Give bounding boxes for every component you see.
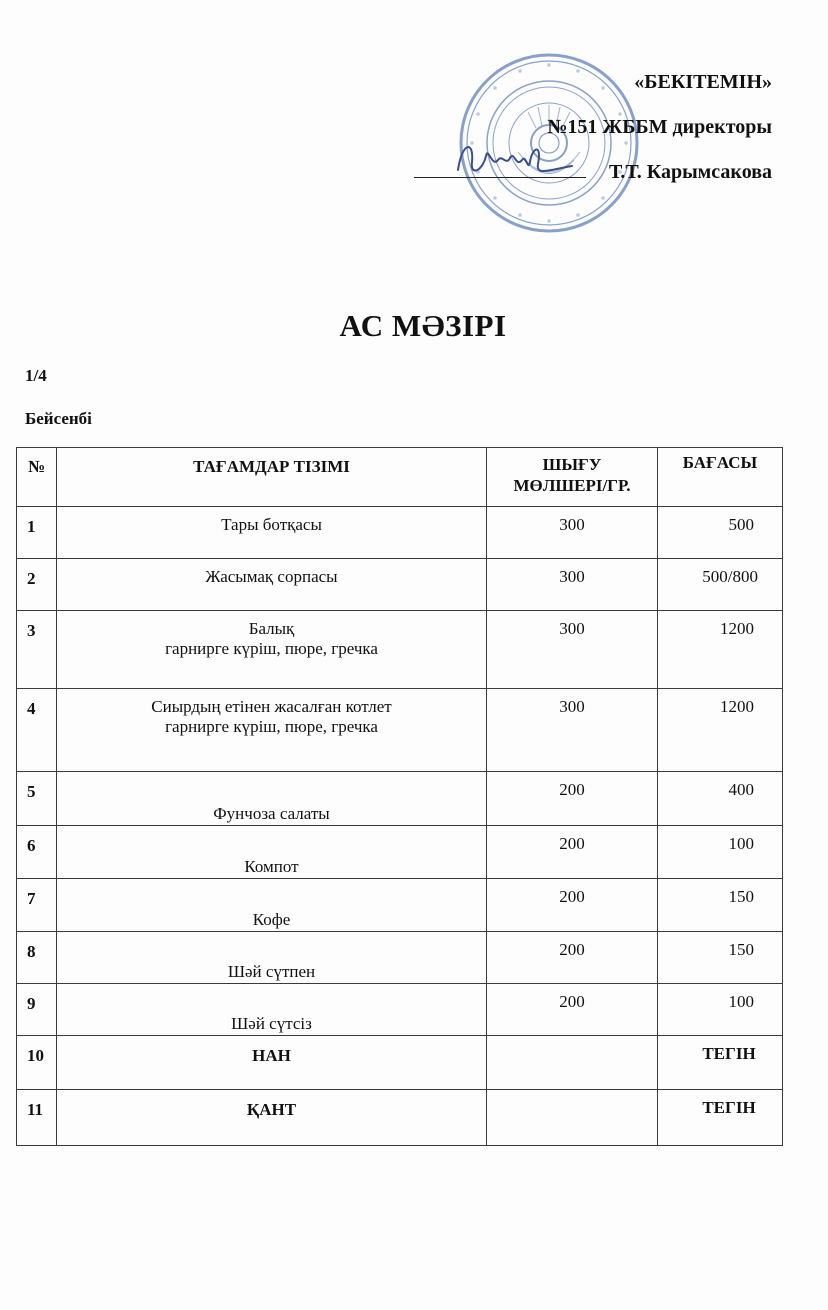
table-row	[17, 879, 783, 932]
header-name: ТАҒАМДАР ТІЗІМІ	[57, 448, 487, 507]
row-price: 100	[658, 826, 783, 879]
page-title: АС МӘЗІРІ	[339, 308, 507, 343]
row-price: 1200	[658, 689, 783, 772]
row-no: 11	[17, 1090, 57, 1146]
row-price: 150	[658, 879, 783, 932]
row-no: 4	[17, 689, 57, 772]
dish-garnish: гарнирге күріш, пюре, гречка	[165, 717, 378, 736]
row-price: 500/800	[658, 559, 783, 611]
table-row	[17, 611, 783, 689]
row-no: 8	[17, 932, 57, 984]
table-row	[17, 559, 783, 611]
row-qty	[487, 1090, 658, 1146]
row-qty: 200	[487, 932, 658, 984]
row-qty: 200	[487, 826, 658, 879]
dish-title: Сиырдың етінен жасалған котлет	[151, 697, 392, 716]
row-no: 10	[17, 1036, 57, 1090]
row-price: ТЕГІН	[658, 1036, 783, 1090]
row-qty: 300	[487, 689, 658, 772]
row-qty	[487, 1036, 658, 1090]
row-dish-name	[57, 689, 487, 772]
row-price: 150	[658, 932, 783, 984]
approval-block	[547, 60, 772, 195]
menu-table	[16, 447, 783, 1146]
day-label: Бейсенбі	[25, 409, 92, 428]
row-dish-name: Кофе	[57, 879, 487, 932]
approval-position: №151 ЖББМ директоры	[547, 116, 772, 138]
table-row	[17, 932, 783, 984]
row-dish-name: Фунчоза салаты	[57, 772, 487, 826]
row-dish-name: НАН	[57, 1036, 487, 1090]
table-row	[17, 1036, 783, 1090]
table-row	[17, 984, 783, 1036]
table-row	[17, 772, 783, 826]
row-qty: 300	[487, 611, 658, 689]
dish-title: Балық	[248, 619, 295, 638]
table-row	[17, 826, 783, 879]
header-price: БАҒАСЫ	[658, 448, 783, 507]
row-no: 7	[17, 879, 57, 932]
row-price: 400	[658, 772, 783, 826]
row-no: 3	[17, 611, 57, 689]
row-qty: 200	[487, 879, 658, 932]
row-qty: 300	[487, 559, 658, 611]
table-row	[17, 507, 783, 559]
header-no: №	[17, 448, 57, 507]
dish-garnish: гарнирге күріш, пюре, гречка	[165, 639, 378, 658]
row-qty: 300	[487, 507, 658, 559]
week-label: 1/4	[25, 366, 47, 385]
row-price: 1200	[658, 611, 783, 689]
row-dish-name: Шәй сүтсіз	[57, 984, 487, 1036]
row-price: 100	[658, 984, 783, 1036]
row-dish-name: Шәй сүтпен	[57, 932, 487, 984]
row-price: ТЕГІН	[658, 1090, 783, 1146]
row-dish-name: Компот	[57, 826, 487, 879]
header-qty: ШЫҒУ МӨЛШЕРІ/ГР.	[487, 448, 658, 507]
approval-name: Т.Т. Карымсакова	[609, 161, 772, 183]
row-dish-name: Тары ботқасы	[57, 507, 487, 559]
row-qty: 200	[487, 772, 658, 826]
row-qty: 200	[487, 984, 658, 1036]
row-no: 5	[17, 772, 57, 826]
row-no: 6	[17, 826, 57, 879]
row-no: 1	[17, 507, 57, 559]
row-no: 9	[17, 984, 57, 1036]
row-dish-name: Жасымақ сорпасы	[57, 559, 487, 611]
row-dish-name: ҚАНТ	[57, 1090, 487, 1146]
approval-heading: «БЕКІТЕМІН»	[634, 71, 772, 93]
row-price: 500	[658, 507, 783, 559]
table-header-row	[17, 448, 783, 507]
table-row	[17, 1090, 783, 1146]
row-no: 2	[17, 559, 57, 611]
table-row	[17, 689, 783, 772]
row-dish-name	[57, 611, 487, 689]
